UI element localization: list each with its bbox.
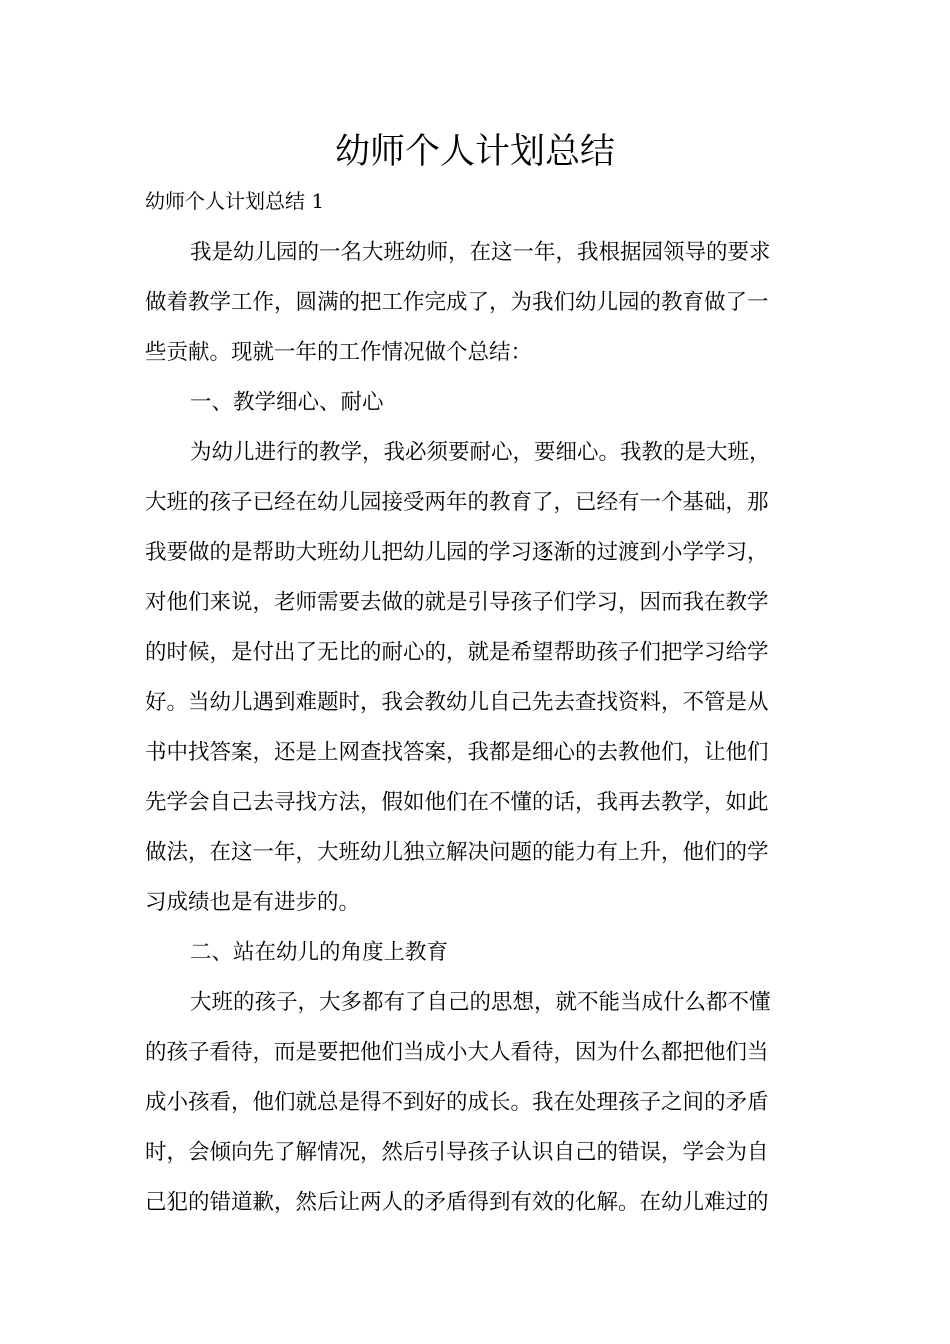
paragraph-line: 成小孩看，他们就总是得不到好的成长。我在处理孩子之间的矛盾 [145, 1090, 769, 1115]
paragraph-line: 大班的孩子，大多都有了自己的思想，就不能当成什么都不懂 [190, 990, 771, 1015]
paragraph-line: 些贡献。现就一年的工作情况做个总结： [145, 340, 533, 365]
section-heading: 幼师个人计划总结 1 [145, 189, 325, 213]
paragraph-line: 大班的孩子已经在幼儿园接受两年的教育了，已经有一个基础，那 [145, 490, 769, 515]
document-title: 幼师个人计划总结 [334, 132, 615, 172]
paragraph-line: 习成绩也是有进步的。 [145, 890, 361, 915]
paragraph-line: 对他们来说，老师需要去做的就是引导孩子们学习，因而我在教学 [145, 590, 769, 615]
paragraph-line: 我是幼儿园的一名大班幼师，在这一年，我根据园领导的要求 [190, 240, 771, 265]
section-heading: 二、站在幼儿的角度上教育 [190, 940, 449, 965]
paragraph-line: 的时候，是付出了无比的耐心的，就是希望帮助孩子们把学习给学 [145, 640, 769, 665]
paragraph-line: 为幼儿进行的教学，我必须要耐心，要细心。我教的是大班， [190, 440, 771, 465]
document-body [145, 228, 807, 1228]
paragraph-line: 做法，在这一年，大班幼儿独立解决问题的能力有上升，他们的学 [145, 840, 769, 865]
paragraph-line: 的孩子看待，而是要把他们当成小大人看待，因为什么都把他们当 [145, 1040, 769, 1065]
paragraph-line: 先学会自己去寻找方法，假如他们在不懂的话，我再去教学，如此 [145, 790, 769, 815]
paragraph-line: 我要做的是帮助大班幼儿把幼儿园的学习逐渐的过渡到小学学习， [145, 540, 769, 565]
paragraph-line: 做着教学工作，圆满的把工作完成了，为我们幼儿园的教育做了一 [145, 290, 769, 315]
paragraph-line: 时，会倾向先了解情况，然后引导孩子认识自己的错误，学会为自 [145, 1140, 769, 1165]
section-heading: 一、教学细心、耐心 [190, 390, 384, 415]
paragraph-line: 书中找答案，还是上网查找答案，我都是细心的去教他们，让他们 [145, 740, 769, 765]
paragraph-line: 好。当幼儿遇到难题时，我会教幼儿自己先去查找资料，不管是从 [145, 690, 769, 715]
paragraph-line: 己犯的错道歉，然后让两人的矛盾得到有效的化解。在幼儿难过的 [145, 1190, 769, 1215]
